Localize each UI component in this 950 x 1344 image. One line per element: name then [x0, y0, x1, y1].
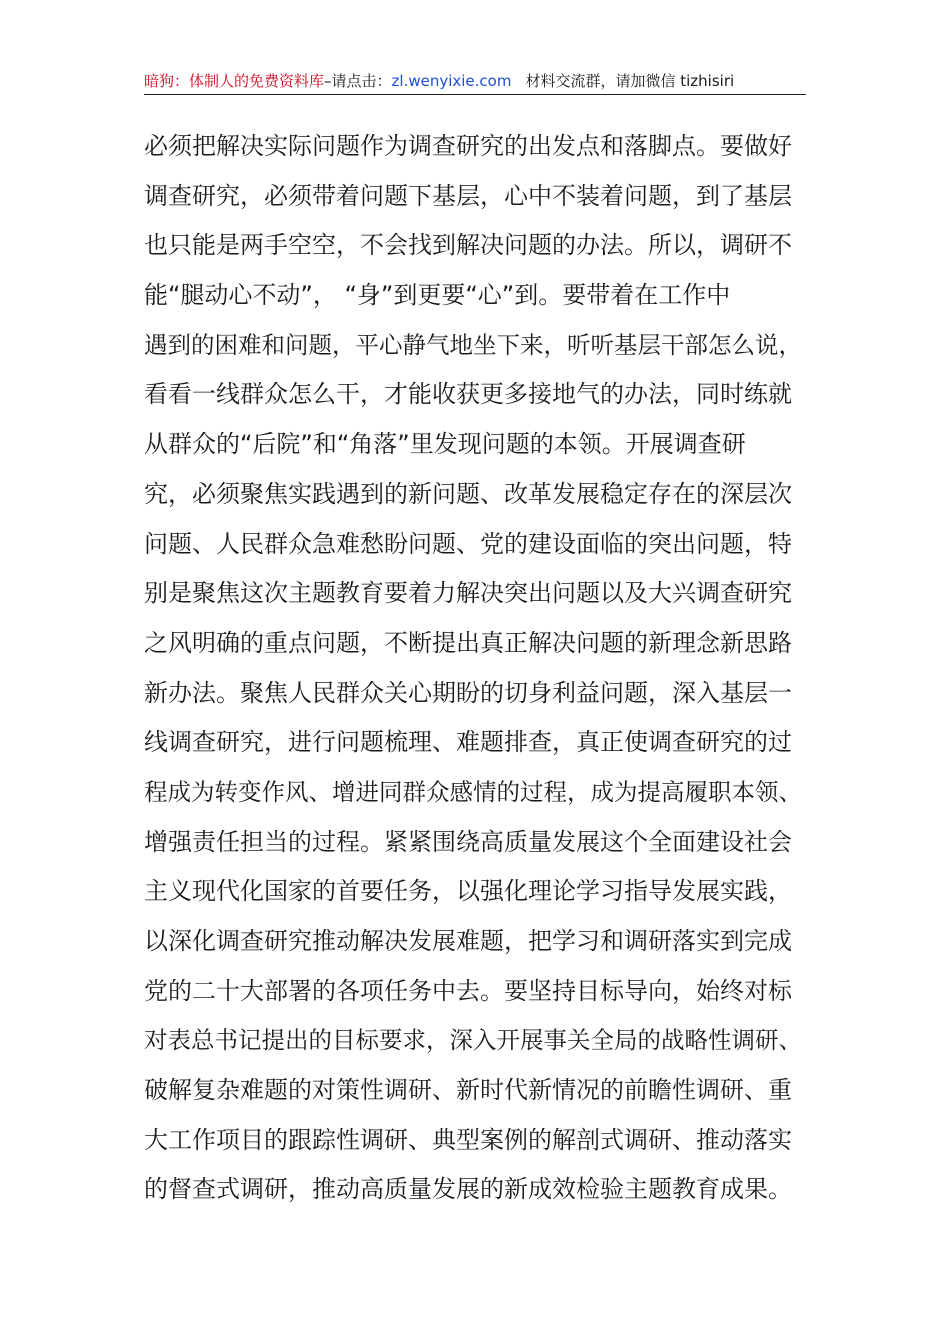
header-click-prompt: –请点击： — [324, 72, 392, 90]
header-site-name: 暗狗：体制人的免费资料库 — [144, 72, 325, 90]
text-line: 增强责任担当的过程。紧紧围绕高质量发展这个全面建设社会 — [144, 827, 792, 856]
header-url-link[interactable]: zl.wenyixie.com — [391, 72, 512, 90]
text-line: 从群众的“后院”和“角落”里发现问题的本领。开展调查研 — [144, 430, 746, 459]
text-line: 线调查研究，进行问题梳理、难题排查，真正使调查研究的过 — [144, 728, 792, 757]
text-line: 大工作项目的跟踪性调研、典型案例的解剖式调研、推动落实 — [144, 1125, 792, 1154]
text-line: 对表总书记提出的目标要求，深入开展事关全局的战略性调研、 — [144, 1026, 802, 1055]
text-line: 必须把解决实际问题作为调查研究的出发点和落脚点。要做好 — [144, 132, 792, 160]
text-line: 以深化调查研究推动解决发展难题，把学习和调研落实到完成 — [144, 927, 792, 955]
header-contact: 材料交流群，请加微信 tizhisiri — [525, 72, 735, 90]
text-line: 究，必须聚焦实践遇到的新问题、改革发展稳定存在的深层次 — [144, 479, 792, 508]
text-line: 也只能是两手空空，不会找到解决问题的办法。所以，调研不 — [144, 231, 792, 260]
text-line: 遇到的困难和问题，平心静气地坐下来，听听基层干部怎么说， — [144, 330, 802, 359]
text-line: 主义现代化国家的首要任务，以强化理论学习指导发展实践， — [144, 877, 792, 906]
text-line: 调查研究，必须带着问题下基层，心中不装着问题，到了基层 — [144, 181, 792, 210]
text-line: 问题、人民群众急难愁盼问题、党的建设面临的突出问题，特 — [144, 529, 792, 558]
text-line: 程成为转变作风、增进同群众感情的过程，成为提高履职本领、 — [144, 777, 802, 806]
text-line: 党的二十大部署的各项任务中去。要坚持目标导向，始终对标 — [144, 976, 792, 1005]
text-line: 新办法。聚焦人民群众关心期盼的切身利益问题，深入基层一 — [144, 678, 792, 707]
page-header — [144, 70, 806, 95]
text-line: 的督查式调研，推动高质量发展的新成效检验主题教育成果。 — [144, 1175, 792, 1204]
text-line: 别是聚焦这次主题教育要着力解决突出问题以及大兴调查研究 — [144, 579, 792, 608]
text-line: 破解复杂难题的对策性调研、新时代新情况的前瞻性调研、重 — [144, 1076, 792, 1105]
body-paragraph — [144, 126, 809, 1219]
text-line: 之风明确的重点问题，不断提出真正解决问题的新理念新思路 — [144, 628, 792, 657]
text-line: 能“腿动心不动”， “身”到更要“心”到。要带着在工作中 — [144, 281, 731, 310]
text-line: 看看一线群众怎么干，才能收获更多接地气的办法，同时练就 — [144, 380, 792, 409]
